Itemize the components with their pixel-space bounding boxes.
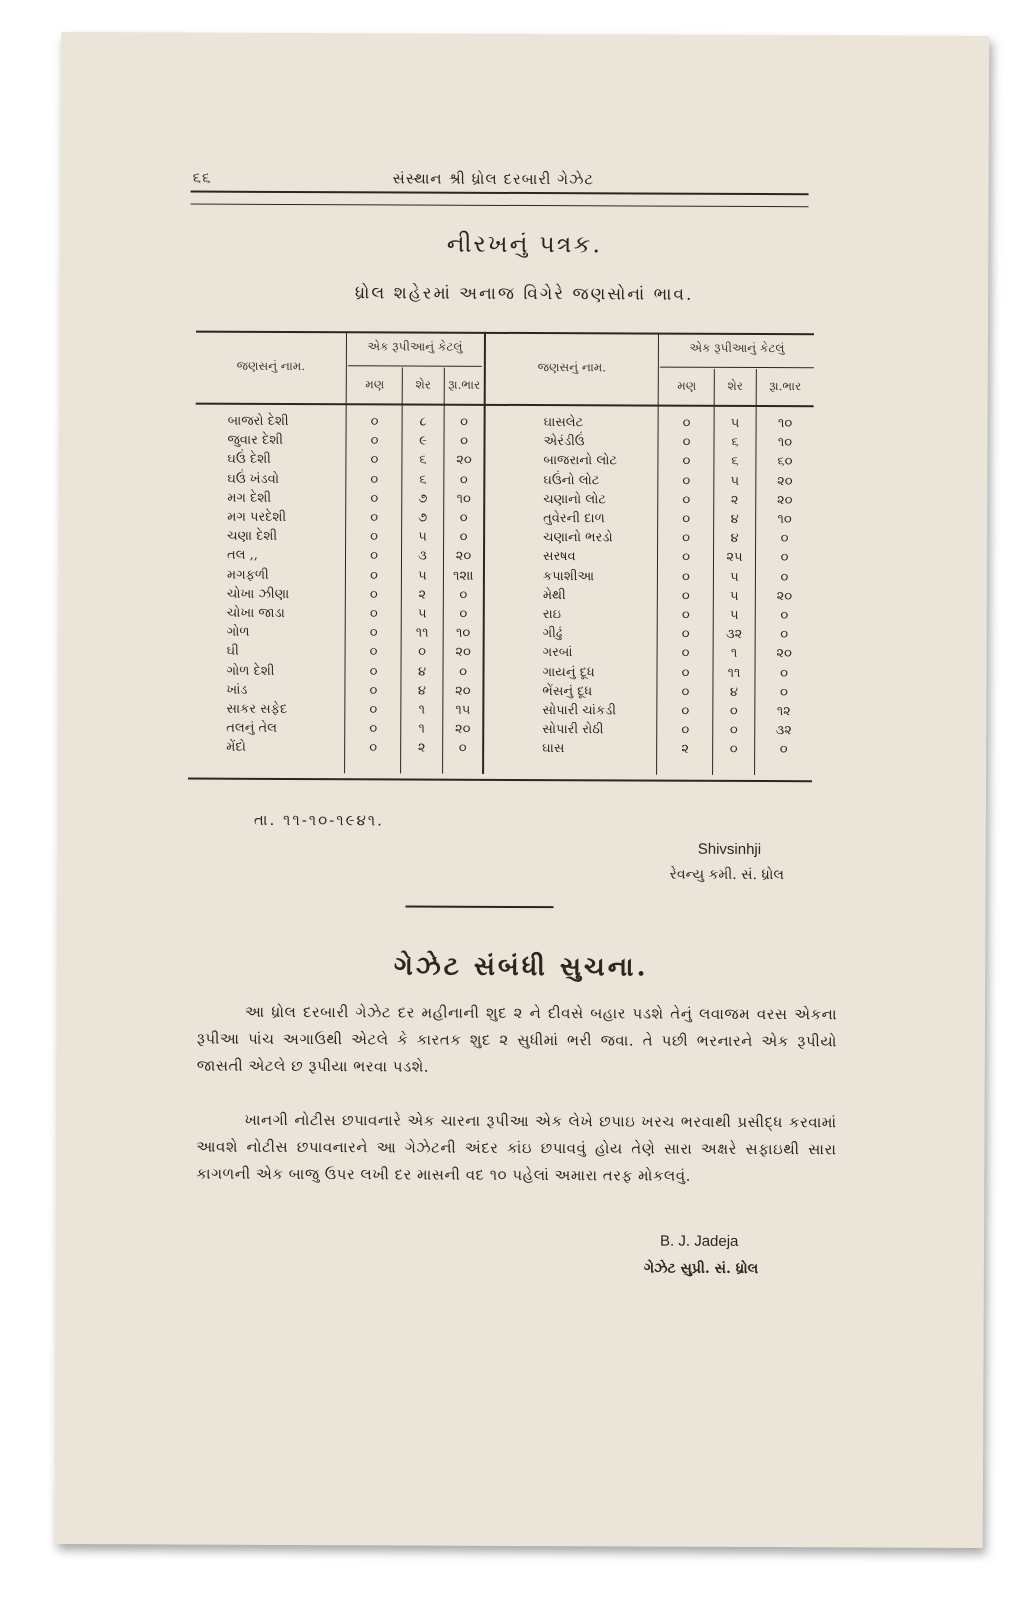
commodity-name: રાઇ <box>542 607 562 623</box>
price-man: ૦ <box>369 702 378 718</box>
commodity-name: ચોખા ઝીણા <box>226 586 290 602</box>
commodity-name: ઘઉં ખંડવો <box>227 471 280 487</box>
price-man: ૦ <box>681 569 690 585</box>
revenue-signatory-title: રેવન્યુ કમી. સં. ધ્રોલ <box>669 866 784 884</box>
price-sher: ૪ <box>729 684 738 700</box>
price-man: ૦ <box>369 721 378 737</box>
price-rupbhar: ૦ <box>459 529 468 545</box>
price-sher: ૪ <box>730 511 739 527</box>
col-header-bhar-right: રૂા.ભાર <box>769 379 802 394</box>
commodity-name: મેથી <box>542 587 566 603</box>
price-man: ૦ <box>369 683 378 699</box>
price-rupbhar: ૦ <box>779 684 788 700</box>
commodity-name: મેંદો <box>226 740 246 756</box>
price-rupbhar: ૧૨॥ <box>452 568 474 584</box>
commodity-name: ચણાનો લોટ <box>543 491 606 508</box>
price-rupbhar: ૦ <box>459 472 468 488</box>
price-man: ૦ <box>682 550 690 566</box>
price-man: ૨ <box>681 742 690 758</box>
commodity-name: ચોખા જાડા <box>226 605 285 621</box>
section-divider <box>405 905 553 908</box>
report-title: નીરખનું પત્રક. <box>446 229 603 259</box>
price-rupbhar: ૨૦ <box>777 473 793 489</box>
commodity-name: ગોળ <box>226 624 250 640</box>
price-rupbhar: ૧૦ <box>456 625 471 641</box>
price-man: ૦ <box>370 548 378 564</box>
price-man: ૦ <box>681 722 690 738</box>
price-rupbhar: ૦ <box>458 741 467 757</box>
price-sher: ૪ <box>417 683 426 699</box>
price-sher: ૬ <box>419 472 427 488</box>
commodity-name: મગફળી <box>226 567 269 583</box>
notice-paragraph-1: આ ધ્રોલ દરબારી ગેઝેટ દર મહીનાની શુદ ૨ ને દીવસે બહાર પડશે તેનું લવાજમ વરસ એકના રૂપીઆ પાંચ અગાઉથી એટલે કે કારતક શુદ ૨ સુધીમાં ભરી જવા. તે પછી ભરનારને એક રૂપીયો જાસતી એટલે છ રૂપીયા ભરવા પડશે. <box>196 1002 838 1076</box>
price-man: ૦ <box>681 684 690 700</box>
price-man: ૦ <box>369 567 378 583</box>
price-rupbhar: ૦ <box>779 742 788 758</box>
price-rupbhar: ૬૦ <box>777 454 793 470</box>
price-sher: ૨ <box>730 492 739 508</box>
price-sher: ૦ <box>729 703 738 719</box>
price-sher: ૫ <box>418 568 427 584</box>
commodity-name: જુવાર દેશી <box>227 432 284 449</box>
commodity-name: ગોળ દેશી <box>226 663 275 679</box>
commodity-name: તુવેરની દાળ <box>543 511 605 527</box>
price-rupbhar: ૧૦ <box>777 416 793 432</box>
price-man: ૦ <box>682 434 691 450</box>
price-rupbhar: ૨૦ <box>456 453 472 469</box>
price-sher: ૬ <box>731 435 739 451</box>
price-man: ૦ <box>681 607 690 623</box>
commodity-name: ઘી <box>226 644 239 660</box>
report-date: તા. ૧૧-૧૦-૧૯૪૧. <box>253 810 384 830</box>
price-sher: ૫ <box>730 473 740 489</box>
price-rupbhar: ૨૦ <box>776 492 793 508</box>
right-subheader-rule <box>660 367 814 369</box>
price-sher: ૫ <box>730 569 739 585</box>
left-subheader-rule <box>348 365 482 367</box>
price-sher: ૧ <box>418 721 425 737</box>
price-rupbhar: ૨૦ <box>455 645 471 661</box>
price-man: ૦ <box>681 588 690 604</box>
price-man: ૦ <box>370 529 379 545</box>
price-sher: ૭ <box>418 491 428 507</box>
price-rupbhar: ૦ <box>460 433 468 449</box>
col-header-man-right: મણ <box>677 378 697 393</box>
price-sher: ૨ <box>417 740 426 756</box>
col-header-sher-left: શેર <box>415 377 432 392</box>
report-subtitle: ધ્રોલ શહેરમાં અનાજ વિગેરે જણસોનાં ભાવ. <box>354 283 694 305</box>
price-man: ૦ <box>369 663 378 679</box>
price-man: ૦ <box>682 454 691 470</box>
price-man: ૦ <box>370 414 379 430</box>
price-sher: ૫ <box>418 529 427 545</box>
price-sher: ૦ <box>418 644 427 660</box>
price-sher: ૬ <box>419 452 427 468</box>
commodity-name: કપાશીઆ <box>542 568 595 584</box>
commodity-name: મગ પરદેશી <box>227 509 287 525</box>
price-rupbhar: ૦ <box>459 664 467 680</box>
revenue-signatory-name: Shivsinhji <box>697 840 762 859</box>
price-rupbhar: ૦ <box>780 531 789 547</box>
price-sher: ૦ <box>729 742 738 758</box>
price-rupbhar: ૦ <box>780 627 789 643</box>
price-man: ૦ <box>370 510 379 526</box>
price-rupbhar: ૦ <box>459 510 468 526</box>
price-man: ૦ <box>682 492 691 508</box>
col-header-per-rupee-right: એક રૂપીઆનું કેટલું <box>689 340 785 356</box>
commodity-name: ગરબાં <box>542 645 573 661</box>
commodity-name: ચણા દેશી <box>227 528 278 545</box>
page-number: ૬૬ <box>192 168 212 187</box>
commodity-name: બાજરો દેશી <box>227 413 289 429</box>
commodity-name: ચણાનો ભરડો <box>543 530 613 546</box>
col-header-per-rupee-left: એક રૂપીઆનું કેટલું <box>367 339 463 354</box>
price-man: ૦ <box>681 703 690 719</box>
price-rupbhar: ૧૨ <box>776 704 791 720</box>
price-rupbhar: ૦ <box>460 414 469 430</box>
notice-title: ગેઝેટ સંબંધી સુચના. <box>393 951 649 983</box>
price-man: ૦ <box>682 511 691 527</box>
page-header <box>193 169 813 194</box>
commodity-name: સરષવ <box>542 549 576 565</box>
price-sher: ૨૫ <box>726 550 743 566</box>
price-rupbhar: ૦ <box>459 587 468 603</box>
table-header-rule <box>196 403 814 408</box>
price-man: ૦ <box>370 452 379 468</box>
price-man: ૦ <box>369 587 378 603</box>
price-rupbhar: ૨૦ <box>455 549 472 565</box>
col-header-name-left: જણસનું નામ. <box>236 358 306 374</box>
col-header-bhar-left: રૂા.ભાર <box>448 377 481 392</box>
price-sher: ૫ <box>417 606 427 622</box>
price-rupbhar: ૧૦ <box>777 435 793 451</box>
price-sher: ૪ <box>730 531 739 547</box>
gazette-title: સંસ્થાન શ્રી ધ્રોલ દરબારી ગેઝેટ <box>392 169 595 189</box>
price-sher: ૩૨ <box>725 627 743 643</box>
col-header-name-right: જણસનું નામ. <box>537 360 607 375</box>
price-sher: ૦ <box>729 723 738 739</box>
commodity-name: ગાયનું દૂધ <box>542 664 595 680</box>
price-rupbhar: ૨૦ <box>454 721 471 737</box>
commodity-name: ભેંસનું દૂધ <box>542 683 593 700</box>
col-header-sher-right: શેર <box>727 378 744 393</box>
gazette-page <box>55 32 990 1548</box>
price-rupbhar: ૦ <box>780 550 789 566</box>
price-rupbhar: ૧૫ <box>455 702 471 718</box>
header-rule-thin <box>191 204 809 208</box>
price-sher: ૩ <box>418 548 427 564</box>
commodity-name: સોપારી રોઠી <box>542 722 604 738</box>
notice-signatory-title: ગેઝેટ સુપ્રી. સં. ધ્રોલ <box>643 1260 759 1278</box>
price-man: ૦ <box>681 626 690 642</box>
price-man: ૦ <box>682 415 691 431</box>
commodity-name: તલ ,, <box>226 548 258 564</box>
commodity-name: ઘઉં દેશી <box>227 452 271 468</box>
price-man: ૦ <box>369 606 378 622</box>
commodity-name: એરંડીઉં <box>543 434 585 450</box>
commodity-name: ઘઉંનો લોટ <box>543 472 600 488</box>
price-rupbhar: ૦ <box>780 665 788 681</box>
price-man: ૦ <box>682 473 691 489</box>
price-sher: ૪ <box>417 664 427 680</box>
price-sher: ૧૧ <box>727 665 741 681</box>
price-sher: ૧ <box>418 702 426 718</box>
price-man: ૦ <box>682 530 691 546</box>
table-top-rule <box>196 331 814 336</box>
table-bottom-rule <box>188 778 812 783</box>
price-sher: ૧ <box>730 646 738 662</box>
price-sher: ૫ <box>729 607 739 623</box>
price-sher: ૧૧ <box>415 625 429 641</box>
price-rupbhar: ૦ <box>780 569 789 585</box>
commodity-name: ઘાસ <box>542 741 565 757</box>
price-man: ૦ <box>369 644 378 660</box>
price-sher: ૨ <box>418 587 427 603</box>
price-man: ૦ <box>681 665 690 681</box>
price-rupbhar: ૨૦ <box>776 646 792 662</box>
price-man: ૦ <box>681 646 690 662</box>
price-man: ૦ <box>369 740 378 756</box>
price-rupbhar: ૦ <box>459 606 468 622</box>
price-rupbhar: ૧૦ <box>456 491 471 507</box>
col-header-man-left: મણ <box>365 377 385 392</box>
price-man: ૦ <box>369 625 378 641</box>
price-rupbhar: ૧૦ <box>777 512 792 528</box>
notice-paragraph-2: ખાનગી નોટીસ છપાવનારે એક ચારના રૂપીઆ એક લેખે છપાઇ ખરચ ભરવાથી પ્રસીદ્ધ કરવામાં આવશે નોટીસ છપાવનારને આ ગેઝેટની અંદર કાંઇ છપાવવું હોય તેણે સારા અક્ષરે સફાઇથી સારા કાગળની એક બાજુ ઉપર લખી દર માસની વદ ૧૦ પહેલાં અમારા તરફ મોકલવું. <box>196 1110 837 1185</box>
price-sher: ૫ <box>730 588 739 604</box>
commodity-name: ખાંડ <box>226 682 248 698</box>
price-man: ૦ <box>370 471 379 487</box>
price-rupbhar: ૨૦ <box>776 588 793 604</box>
commodity-name: સાકર સફેદ <box>226 701 288 717</box>
price-sher: ૭ <box>418 510 428 526</box>
commodity-name: બાજરાનો લોટ <box>543 453 618 469</box>
notice-signatory-name: B. J. Jadeja <box>659 1232 739 1250</box>
price-sher: ૬ <box>731 454 739 470</box>
price-sher: ૫ <box>730 415 740 431</box>
price-rupbhar: ૩૨ <box>775 723 792 739</box>
commodity-name: તલનું તેલ <box>226 720 278 737</box>
price-rupbhar: ૦ <box>780 608 789 624</box>
price-man: ૦ <box>370 491 379 507</box>
commodity-name: સોપારી ચાંકડી <box>542 703 616 719</box>
price-man: ૦ <box>370 433 379 449</box>
commodity-name: ગીઢું <box>542 626 563 642</box>
price-sher: ૮ <box>419 414 427 430</box>
price-sher: ૯ <box>419 433 427 449</box>
commodity-name: મગ દેશી <box>227 490 272 506</box>
commodity-name: ઘાસલેટ <box>543 415 584 431</box>
price-rupbhar: ૨૦ <box>455 683 471 699</box>
